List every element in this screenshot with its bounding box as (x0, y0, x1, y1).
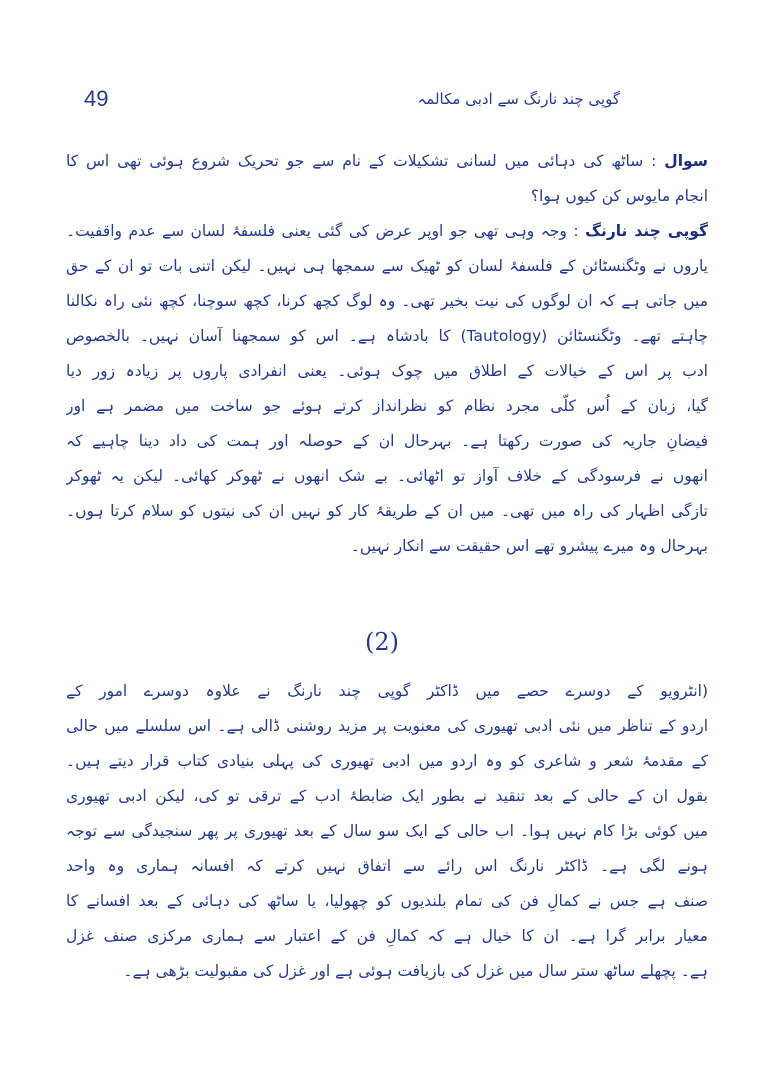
question-text: : ساٹھ کی دہائی میں لسانی تشکیلات کے نام سے جو تحریک شروع ہوئی تھی اس کا (66, 152, 657, 170)
intro-line: بقول ان کے حالی کے بعد تنقید نے بطور ایک ضابطۂ ادب کے ترقی تو کی، لیکن ادبی تھیوری (66, 787, 708, 805)
qa-section (66, 144, 708, 564)
question-label: سوال (664, 152, 708, 170)
qa-line: ادب پر اس کے خیالات کے اطلاق میں چوک ہوئی۔ یعنی انفرادی پاروں پر زیادہ زور دیا (66, 362, 708, 380)
running-title: گوپی چند نارنگ سے ادبی مکالمہ (417, 90, 620, 108)
qa-line (66, 144, 708, 179)
intro-section (66, 674, 708, 989)
intro-line: (انٹرویو کے دوسرے حصے میں ڈاکٹر گوپی چند نارنگ نے علاوہ دوسرے امور کے (66, 682, 708, 700)
intro-line: صنف ہے جس نے کمالِ فن کی تمام بلندیوں کو چھولیا، یا ساٹھ کی دہائی کے بعد افسانے کا (66, 892, 708, 910)
intro-line: ہونے لگی ہے۔ ڈاکٹر نارنگ اس رائے سے اتفاق نہیں کرتے کہ افسانہ ہماری وہ واحد (66, 857, 708, 875)
answer-text: : وجہ وہی تھی جو اوپر عرض کی گئی یعنی فلسفۂ لسان سے عدم واقفیت۔ (66, 222, 579, 240)
page-header (70, 84, 630, 114)
qa-line (66, 214, 708, 249)
qa-line: بہرحال وہ میرے پیشرو تھے اس حقیقت سے انکار نہیں۔ (350, 537, 708, 555)
page-number: 49 (84, 86, 109, 111)
intro-line: ہے۔ پچھلے ساٹھ ستر سال میں غزل کی بازیافت ہوئی ہے اور غزل کی مقبولیت بڑھی ہے۔ (123, 962, 708, 980)
intro-line: اردو کے تناظر میں نئی ادبی تھیوری کی معنویت پر مزید روشنی ڈالی ہے۔ اس سلسلے میں حالی (66, 717, 708, 735)
section-number: (2) (365, 628, 399, 656)
qa-line: انجام مایوس کن کیوں ہوا؟ (530, 187, 708, 205)
qa-line: گیا، زبان کے اُس کلّی مجرد نظام کو نظرانداز کرتے ہوئے جو ساخت میں مضمر ہے اور (66, 397, 708, 415)
qa-line: یاروں نے وٹگنسٹائن کے فلسفۂ لسان کو ٹھیک سے سمجھا ہی نہیں۔ لیکن اتنی بات تو ان کے حق (66, 257, 708, 275)
qa-line: تازگی اظہار کی راہ میں تھی۔ میں ان کے طریقۂ کار کو نہیں ان کی نیتوں کو سلام کرتا ہوں۔ (66, 502, 708, 520)
qa-line: انھوں نے فرسودگی کے خلاف آواز تو اٹھائی۔ بے شک انھوں نے ٹھوکر کھائی۔ لیکن یہ ٹھوکر (66, 467, 708, 485)
intro-line: میں کوئی بڑا کام نہیں ہوا۔ اب حالی کے ایک سو سال کے بعد تھیوری پر پھر سنجیدگی سے توجہ (66, 822, 708, 840)
qa-line: فیضانِ جاریہ کی صورت رکھتا ہے۔ بہرحال ان کے حوصلہ اور ہمت کی داد دینا چاہیے کہ (66, 432, 708, 450)
qa-line: میں جاتی ہے کہ ان لوگوں کی نیت بخیر تھی۔ وہ لوگ کچھ کرنا، کچھ سوچنا، کچھ نئی راہ نکالنا (66, 292, 708, 310)
intro-line: کے مقدمۂ شعر و شاعری کو وہ اردو میں ادبی تھیوری کی پہلی بنیادی کتاب قرار دیتے ہیں۔ (66, 752, 708, 770)
qa-line: چاہتے تھے۔ وٹگنسٹائن (Tautology) کا بادشاہ ہے۔ اس کو سمجھنا آسان نہیں۔ بالخصوص (66, 327, 708, 345)
answer-label: گوپی چند نارنگ (585, 222, 708, 240)
intro-line: معیار برابر گرا ہے۔ ان کا خیال ہے کہ کمالِ فن کے اعتبار سے ہماری مرکزی صنف غزل (66, 927, 708, 945)
